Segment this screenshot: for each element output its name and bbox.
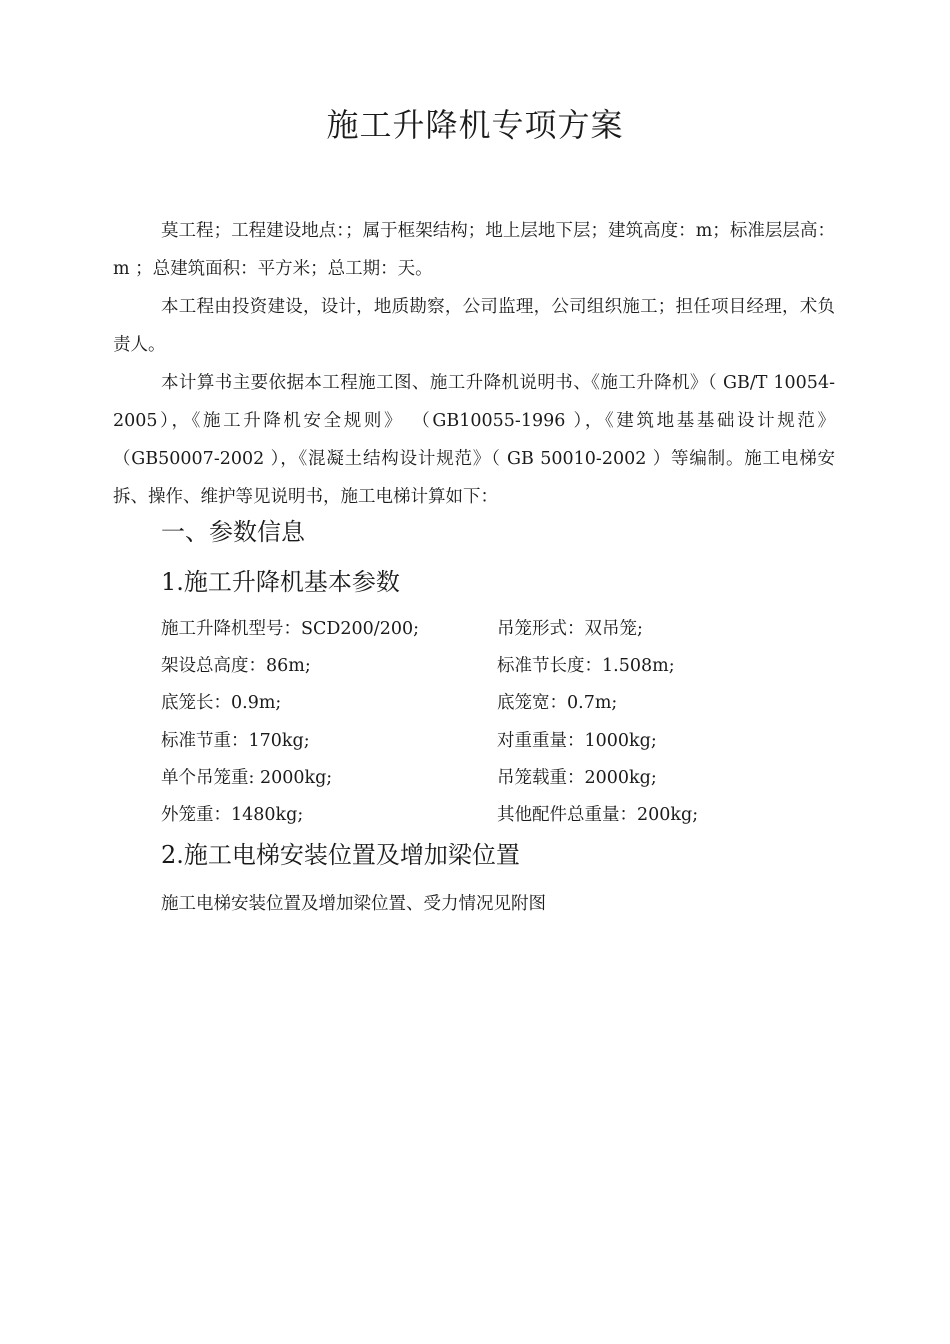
parameter-item: 外笼重：1480kg;	[161, 804, 304, 825]
subsection-heading-basic-parameters: 1.施工升降机基本参数	[161, 568, 400, 596]
basis-paragraph: 本计算书主要依据本工程施工图、施工升降机说明书、《施工升降机》（ GB/T 10054-2005），《施工升降机安全规则》 （GB10055-1996 ），《建筑地基基础设计规范》（GB50007-2002 ），《混凝土结构设计规范》（ GB 50010-2002 ）等编制。施工电梯安拆、操作、维护等见说明书，施工电梯计算如下：	[113, 373, 835, 507]
project-parties-paragraph: 本工程由投资建设，设计，地质勘察，公司监理，公司组织施工；担任项目经理，术负责人。	[113, 297, 835, 355]
parameter-item: 架设总高度：86m;	[161, 656, 311, 677]
parameter-table	[161, 611, 801, 834]
parameter-row	[161, 685, 801, 722]
parameter-item: 其他配件总重量：200kg;	[497, 804, 699, 825]
parameter-item: 标准节长度：1.508m;	[497, 656, 675, 677]
section-heading-parameters: 一、参数信息	[161, 518, 305, 546]
parameter-row	[161, 611, 801, 648]
parameter-row	[161, 760, 801, 797]
parameter-row	[161, 648, 801, 685]
parameter-item: 底笼宽：0.7m;	[497, 693, 618, 714]
parameter-row	[161, 797, 801, 834]
parameter-item: 底笼长：0.9m;	[161, 693, 282, 714]
parameter-item: 施工升降机型号：SCD200/200;	[161, 619, 420, 639]
parameter-item: 吊笼载重：2000kg;	[497, 767, 657, 788]
subsection-heading-install-position: 2.施工电梯安装位置及增加梁位置	[161, 841, 520, 869]
parameter-item: 标准节重：170kg;	[161, 730, 310, 751]
project-overview-paragraph: 莫工程；工程建设地点：；属于框架结构；地上层地下层；建筑高度：m；标准层层高： m ；总建筑面积：平方米；总工期：天。	[113, 221, 835, 279]
parameter-row	[161, 723, 801, 760]
parameter-item: 吊笼形式：双吊笼;	[497, 619, 643, 639]
install-position-note: 施工电梯安装位置及增加梁位置、受力情况见附图	[161, 894, 546, 914]
parameter-item: 对重重量：1000kg;	[497, 730, 657, 751]
parameter-item: 单个吊笼重: 2000kg;	[161, 767, 333, 788]
document-title: 施工升降机专项方案	[326, 106, 624, 144]
